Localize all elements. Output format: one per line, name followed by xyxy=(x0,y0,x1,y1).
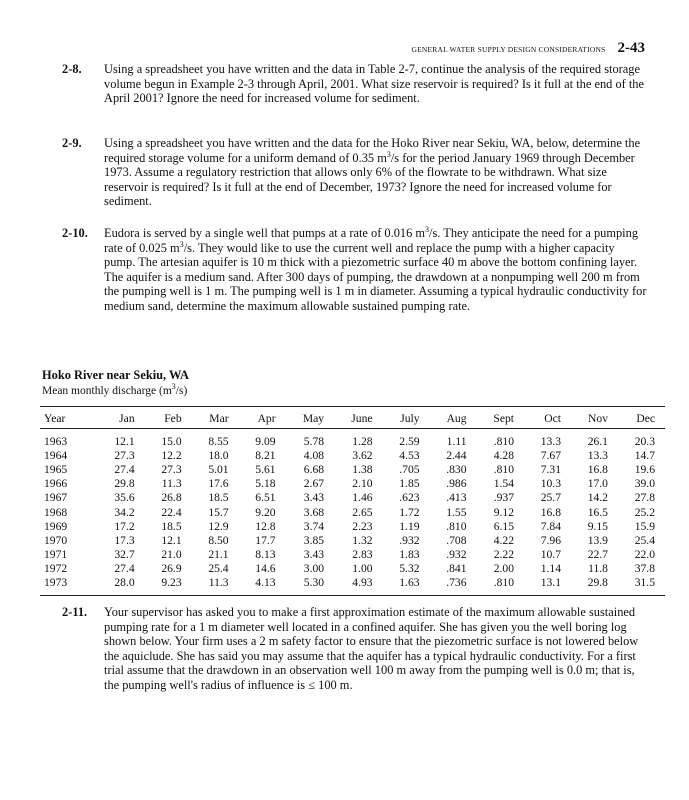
discharge-cell: 16.5 xyxy=(587,505,608,519)
text-segment: /s. They anticipate the need for a pumping rate of 0.025 m xyxy=(104,226,639,255)
discharge-cell: 19.6 xyxy=(634,462,655,476)
discharge-cell: 14.7 xyxy=(634,448,655,462)
discharge-cell: 9.09 xyxy=(255,434,276,448)
discharge-cell: 1.38 xyxy=(352,462,373,476)
discharge-cell: 17.0 xyxy=(587,477,608,491)
discharge-cell: 10.7 xyxy=(540,548,561,562)
discharge-cell: 1.85 xyxy=(399,477,420,491)
discharge-cell: 5.32 xyxy=(399,562,420,576)
discharge-cell: 1.00 xyxy=(352,562,373,576)
discharge-cell: 2.67 xyxy=(303,477,325,491)
discharge-cell: 5.78 xyxy=(303,434,325,448)
discharge-cell: 14.2 xyxy=(587,491,608,505)
discharge-cell: 5.30 xyxy=(303,576,325,590)
discharge-cell: 12.9 xyxy=(208,519,229,533)
problem-number: 2-9. xyxy=(62,136,82,150)
discharge-cell: 31.5 xyxy=(634,576,655,590)
year-cell: 1966 xyxy=(44,477,68,491)
discharge-cell: .841 xyxy=(446,562,467,576)
problem-number: 2-11. xyxy=(62,605,88,619)
year-cell: 1970 xyxy=(44,533,68,547)
superscript: 3 xyxy=(425,224,430,234)
discharge-cell: 13.3 xyxy=(587,448,608,462)
discharge-cell: 1.19 xyxy=(399,519,420,533)
discharge-cell: 2.00 xyxy=(493,562,515,576)
discharge-table xyxy=(40,406,665,596)
year-cell: 1965 xyxy=(44,462,68,476)
discharge-cell: 2.83 xyxy=(352,548,373,562)
table-row xyxy=(40,429,665,449)
discharge-cell: 29.8 xyxy=(114,477,135,491)
page-number: 2-43 xyxy=(617,40,645,56)
discharge-cell: 22.7 xyxy=(587,548,608,562)
discharge-cell: 1.14 xyxy=(540,562,561,576)
discharge-cell: 26.8 xyxy=(161,491,182,505)
discharge-cell: 5.18 xyxy=(255,477,276,491)
discharge-cell: 3.00 xyxy=(303,562,325,576)
problem-text xyxy=(104,136,647,209)
text-segment: Using a spreadsheet you have written and the data for the Hoko River near Sekiu, WA, below, determine the required storage volume for a uniform demand of 0.35 m xyxy=(104,136,641,165)
discharge-cell: 4.08 xyxy=(303,448,325,462)
discharge-cell: 12.1 xyxy=(114,434,135,448)
discharge-cell: 26.9 xyxy=(161,562,182,576)
discharge-cell: 2.65 xyxy=(352,505,373,519)
discharge-cell: .736 xyxy=(446,576,467,590)
discharge-cell: 8.55 xyxy=(208,434,229,448)
problem-2-9 xyxy=(62,136,647,209)
discharge-cell: .623 xyxy=(399,491,420,505)
discharge-cell: 1.11 xyxy=(446,434,467,448)
discharge-cell: 3.62 xyxy=(352,448,373,462)
superscript: 3 xyxy=(171,382,176,392)
discharge-cell: 37.8 xyxy=(634,562,655,576)
discharge-cell: 1.55 xyxy=(446,505,467,519)
column-header: Nov xyxy=(571,407,618,429)
problem-number: 2-10. xyxy=(62,226,88,240)
discharge-cell: 34.2 xyxy=(114,505,135,519)
discharge-cell: 35.6 xyxy=(114,491,135,505)
problem-2-8 xyxy=(62,62,647,106)
discharge-cell: 9.20 xyxy=(255,505,276,519)
discharge-cell: 12.8 xyxy=(255,519,276,533)
discharge-cell: .810 xyxy=(493,434,515,448)
table-title: Hoko River near Sekiu, WA xyxy=(42,368,189,382)
discharge-cell: 3.43 xyxy=(303,548,325,562)
discharge-cell: 9.12 xyxy=(493,505,515,519)
discharge-cell: .810 xyxy=(493,576,515,590)
discharge-cell: 3.85 xyxy=(303,533,325,547)
discharge-cell: 26.1 xyxy=(587,434,608,448)
problem-text xyxy=(104,605,647,693)
discharge-cell: 12.1 xyxy=(161,533,182,547)
running-title: GENERAL WATER SUPPLY DESIGN CONSIDERATIONS xyxy=(411,45,606,54)
table-row xyxy=(40,533,665,547)
discharge-cell: .937 xyxy=(493,491,515,505)
discharge-cell: 2.22 xyxy=(493,548,515,562)
column-header: May xyxy=(286,407,334,429)
discharge-cell: .810 xyxy=(493,462,515,476)
table-body xyxy=(40,429,665,596)
discharge-cell: .932 xyxy=(399,533,420,547)
text-segment: /s. They would like to use the current well and replace the pump with a higher capacity pump. The artesian aquifer is 10 m thick with a piezometric surface 40 m above the bottom confining layer. The aquifer is a medium sand. After 300 days of pumping, the drawdown at a nonpumping well 200 m from the pumping well is 1 m. The pumping well is 1 m in diameter. Assuming a typical hydraulic conductivity for medium sand, determine the maximum allowable sustained pumping rate. xyxy=(104,240,647,313)
text-segment: Your supervisor has asked you to make a first approximation estimate of the maximum allowable sustained pumping rate for a 1 m diameter well located in a confined aquifer. She has given you the well boring log shown below. Your firm uses a 2 m safety factor to ensure that the piezometric surface is not lowered below the aquiclude. She has said you may assume that the aquifer has a typical hydraulic conductivity. For a first trial assume that the drawdown in an observation well 100 m away from the pumping well is 0.0 m; that is, the pumping well's radius of influence is ≤ 100 m. xyxy=(104,605,639,692)
discharge-cell: 13.9 xyxy=(587,533,608,547)
discharge-cell: 8.21 xyxy=(255,448,276,462)
discharge-cell: 17.7 xyxy=(255,533,276,547)
column-header: Sept xyxy=(477,407,524,429)
discharge-cell: 7.67 xyxy=(540,448,561,462)
discharge-cell: 5.61 xyxy=(255,462,276,476)
year-cell: 1967 xyxy=(44,491,68,505)
discharge-cell: 17.3 xyxy=(114,533,135,547)
discharge-cell: 11.3 xyxy=(161,477,182,491)
discharge-cell: 22.0 xyxy=(634,548,655,562)
discharge-cell: 7.31 xyxy=(540,462,561,476)
discharge-cell: 1.83 xyxy=(399,548,420,562)
discharge-cell: 25.4 xyxy=(634,533,655,547)
discharge-cell: 1.46 xyxy=(352,491,373,505)
discharge-cell: 6.15 xyxy=(493,519,515,533)
column-header: Dec xyxy=(618,407,665,429)
text-segment: /s for the period January 1969 through December 1973. Assume a regulatory restriction that allows only 6% of the flowrate to be withdrawn. What size reservoir is required? Is it full at the end of December, 1973? Ignore the need for increased volume for sediment. xyxy=(104,150,635,209)
discharge-cell: 21.0 xyxy=(161,548,182,562)
problem-2-11 xyxy=(62,605,647,693)
discharge-cell: 14.6 xyxy=(255,562,276,576)
discharge-cell: 8.50 xyxy=(208,533,229,547)
discharge-cell: 7.96 xyxy=(540,533,561,547)
table-row xyxy=(40,505,665,519)
discharge-cell: 12.2 xyxy=(161,448,182,462)
discharge-cell: 9.23 xyxy=(161,576,182,590)
discharge-cell: 27.4 xyxy=(114,562,135,576)
discharge-cell: 17.2 xyxy=(114,519,135,533)
discharge-cell: 6.51 xyxy=(255,491,276,505)
year-cell: 1973 xyxy=(44,576,68,590)
column-header: Oct xyxy=(524,407,571,429)
column-header: Year xyxy=(40,407,98,429)
discharge-cell: 11.3 xyxy=(208,576,229,590)
discharge-cell: 10.3 xyxy=(540,477,561,491)
year-cell: 1972 xyxy=(44,562,68,576)
discharge-cell: 4.28 xyxy=(493,448,515,462)
discharge-cell: 18.5 xyxy=(161,519,182,533)
discharge-cell: 27.3 xyxy=(161,462,182,476)
discharge-cell: 15.0 xyxy=(161,434,182,448)
discharge-cell: 9.15 xyxy=(587,519,608,533)
discharge-cell: 18.0 xyxy=(208,448,229,462)
discharge-cell: 13.1 xyxy=(540,576,561,590)
discharge-cell: .413 xyxy=(446,491,467,505)
discharge-cell: 2.59 xyxy=(399,434,420,448)
discharge-cell: .708 xyxy=(446,533,467,547)
column-header: June xyxy=(334,407,382,429)
table-row xyxy=(40,562,665,576)
problem-2-10 xyxy=(62,226,647,314)
discharge-cell: 13.3 xyxy=(540,434,561,448)
discharge-cell: 4.22 xyxy=(493,533,515,547)
discharge-cell: 2.23 xyxy=(352,519,373,533)
discharge-cell: 16.8 xyxy=(540,505,561,519)
discharge-cell: 20.3 xyxy=(634,434,655,448)
discharge-cell: 8.13 xyxy=(255,548,276,562)
discharge-cell: 3.43 xyxy=(303,491,325,505)
table-header-row xyxy=(40,407,665,429)
discharge-cell: 17.6 xyxy=(208,477,229,491)
running-header xyxy=(411,40,645,57)
column-header: Mar xyxy=(192,407,239,429)
discharge-cell: 7.84 xyxy=(540,519,561,533)
discharge-cell: 1.63 xyxy=(399,576,420,590)
year-cell: 1969 xyxy=(44,519,68,533)
problem-text xyxy=(104,62,647,106)
column-header: Apr xyxy=(239,407,286,429)
table-row xyxy=(40,576,665,596)
discharge-cell: 15.9 xyxy=(634,519,655,533)
table-row xyxy=(40,477,665,491)
column-header: Jan xyxy=(98,407,145,429)
discharge-cell: 28.0 xyxy=(114,576,135,590)
discharge-cell: .986 xyxy=(446,477,467,491)
discharge-cell: 27.3 xyxy=(114,448,135,462)
problem-number: 2-8. xyxy=(62,62,82,76)
year-cell: 1963 xyxy=(44,434,68,448)
discharge-cell: 22.4 xyxy=(161,505,182,519)
discharge-cell: 4.13 xyxy=(255,576,276,590)
text-segment: Using a spreadsheet you have written and the data in Table 2-7, continue the analysis of the required storage volume begun in Example 2-3 through April, 2001. What size reservoir is required? Is it full at the end of the April 2001? Ignore the need for increased volume for sediment. xyxy=(104,62,645,106)
text-segment: Eudora is served by a single well that pumps at a rate of 0.016 m xyxy=(104,226,426,240)
discharge-cell: 4.53 xyxy=(399,448,420,462)
discharge-cell: 2.44 xyxy=(446,448,467,462)
table-row xyxy=(40,462,665,476)
year-cell: 1964 xyxy=(44,448,68,462)
table-subtitle xyxy=(42,382,188,397)
discharge-cell: 1.54 xyxy=(493,477,515,491)
discharge-cell: 25.7 xyxy=(540,491,561,505)
discharge-cell: 16.8 xyxy=(587,462,608,476)
table-row xyxy=(40,491,665,505)
discharge-cell: .810 xyxy=(446,519,467,533)
discharge-cell: 27.4 xyxy=(114,462,135,476)
discharge-cell: 11.8 xyxy=(588,562,608,576)
table-row xyxy=(40,548,665,562)
superscript: 3 xyxy=(179,239,184,249)
discharge-cell: 15.7 xyxy=(208,505,229,519)
discharge-cell: 1.32 xyxy=(352,533,373,547)
year-cell: 1971 xyxy=(44,548,68,562)
discharge-cell: 39.0 xyxy=(634,477,655,491)
column-header: Feb xyxy=(145,407,192,429)
problem-text xyxy=(104,226,647,314)
discharge-cell: .932 xyxy=(446,548,467,562)
discharge-cell: 1.72 xyxy=(399,505,420,519)
discharge-cell: 27.8 xyxy=(634,491,655,505)
superscript: 3 xyxy=(386,149,391,159)
discharge-cell: 3.74 xyxy=(303,519,325,533)
column-header: July xyxy=(383,407,430,429)
discharge-cell: 1.28 xyxy=(352,434,373,448)
text-segment: Mean monthly discharge (m xyxy=(42,385,172,397)
year-cell: 1968 xyxy=(44,505,68,519)
discharge-cell: .830 xyxy=(446,462,467,476)
discharge-cell: 18.5 xyxy=(208,491,229,505)
table-row xyxy=(40,519,665,533)
discharge-cell: 6.68 xyxy=(303,462,325,476)
discharge-cell: 4.93 xyxy=(352,576,373,590)
discharge-cell: 21.1 xyxy=(208,548,229,562)
table-row xyxy=(40,448,665,462)
discharge-cell: 25.4 xyxy=(208,562,229,576)
discharge-cell: 25.2 xyxy=(634,505,655,519)
discharge-cell: 5.01 xyxy=(208,462,229,476)
discharge-cell: 3.68 xyxy=(303,505,325,519)
text-segment: /s) xyxy=(175,385,188,397)
discharge-cell: 32.7 xyxy=(114,548,135,562)
discharge-cell: .705 xyxy=(399,462,420,476)
column-header: Aug xyxy=(430,407,477,429)
discharge-cell: 29.8 xyxy=(587,576,608,590)
discharge-cell: 2.10 xyxy=(352,477,373,491)
